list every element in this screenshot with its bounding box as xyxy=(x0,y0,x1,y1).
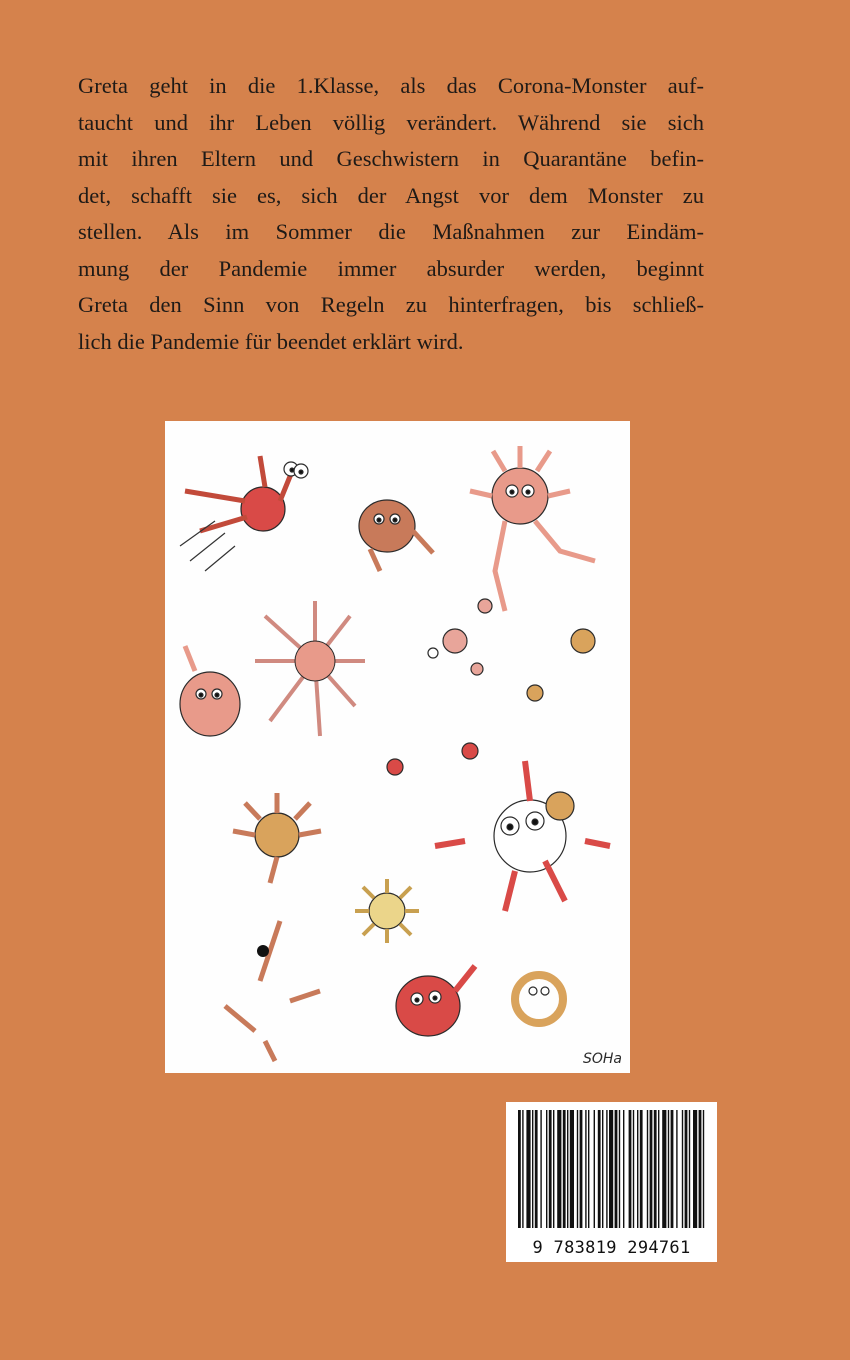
blurb-line: lich die Pandemie für beendet erklärt wird. xyxy=(78,328,464,354)
virus-illustration xyxy=(165,421,630,1073)
barcode-bar xyxy=(658,1110,659,1228)
blurb-line: stellen. Als im Sommer die Maßnahmen zur Eindäm- xyxy=(78,219,704,244)
barcode-bar xyxy=(532,1110,533,1228)
barcode-bar xyxy=(522,1110,523,1228)
pin-virus xyxy=(255,601,365,736)
isbn-number: 9 783819 294761 xyxy=(532,1238,691,1258)
barcode-bar xyxy=(629,1110,632,1228)
barcode-bar xyxy=(567,1110,568,1228)
virus-drawings xyxy=(165,421,630,1073)
barcode-bar xyxy=(662,1110,666,1228)
barcode-bar xyxy=(602,1110,603,1228)
orange-virus-left xyxy=(233,793,321,883)
barcode-bar xyxy=(549,1110,552,1228)
barcode-bar xyxy=(546,1110,547,1228)
barcode-bar xyxy=(633,1110,634,1228)
blurb-line: mit ihren Eltern und Geschwistern in Quarantäne befin- xyxy=(78,146,704,171)
barcode-bar xyxy=(615,1110,618,1228)
barcode-bar xyxy=(577,1110,578,1228)
barcode-bars xyxy=(518,1110,705,1228)
blurb-line: taucht und ihr Leben völlig verändert. Während sie sich xyxy=(78,109,704,135)
barcode-bar xyxy=(526,1110,530,1228)
flying-red-virus xyxy=(180,456,308,571)
barcode-bar xyxy=(647,1110,648,1228)
blurb-line: Greta geht in die 1.Klasse, als das Corona-Monster auf- xyxy=(78,73,704,98)
orange-splat xyxy=(527,629,595,701)
barcode-bar xyxy=(585,1110,586,1228)
barcode-bar xyxy=(518,1110,521,1228)
barcode-bar xyxy=(553,1110,554,1228)
barcode-bar xyxy=(594,1110,595,1228)
barcode-bar xyxy=(619,1110,620,1228)
red-virus-bottom xyxy=(396,966,475,1036)
ring-virus xyxy=(515,975,563,1023)
isbn-barcode xyxy=(506,1102,717,1262)
barcode-bar xyxy=(563,1110,566,1228)
back-cover-blurb xyxy=(78,68,704,360)
yellow-virus xyxy=(355,879,419,943)
barcode-bar xyxy=(535,1110,538,1228)
exploding-virus xyxy=(435,743,610,911)
barcode-bar xyxy=(540,1110,541,1228)
blurb-line: det, schafft sie es, sich der Angst vor dem Monster zu xyxy=(78,182,704,208)
barcode-bar xyxy=(580,1110,583,1228)
blurb-line: Greta den Sinn von Regeln zu hinterfragen, bis schließ- xyxy=(78,292,704,317)
barcode-bar xyxy=(676,1110,677,1228)
barcode-bar xyxy=(699,1110,702,1228)
barcode-bar xyxy=(654,1110,657,1228)
barcode-bar xyxy=(703,1110,704,1228)
broken-virus xyxy=(225,921,320,1061)
pink-spiky-virus xyxy=(470,446,595,611)
barcode-bar xyxy=(588,1110,589,1228)
barcode-bar xyxy=(557,1110,561,1228)
brown-blob-virus xyxy=(359,500,433,571)
burst-virus xyxy=(428,599,492,675)
barcode-bar xyxy=(682,1110,683,1228)
pink-virus-left xyxy=(180,646,240,736)
barcode-bar xyxy=(668,1110,669,1228)
barcode-bar xyxy=(693,1110,697,1228)
barcode-bar xyxy=(637,1110,638,1228)
barcode-bar xyxy=(609,1110,613,1228)
barcode-bar xyxy=(685,1110,688,1228)
barcode-bar xyxy=(570,1110,574,1228)
artist-signature: SOHa xyxy=(582,1051,622,1067)
barcode-bar xyxy=(598,1110,601,1228)
barcode-bar xyxy=(650,1110,653,1228)
barcode-bar xyxy=(640,1110,643,1228)
barcode-bar xyxy=(671,1110,674,1228)
barcode-bar xyxy=(623,1110,624,1228)
barcode-bar xyxy=(689,1110,690,1228)
barcode-bar xyxy=(606,1110,607,1228)
blurb-line: mung der Pandemie immer absurder werden, beginnt xyxy=(78,255,704,281)
